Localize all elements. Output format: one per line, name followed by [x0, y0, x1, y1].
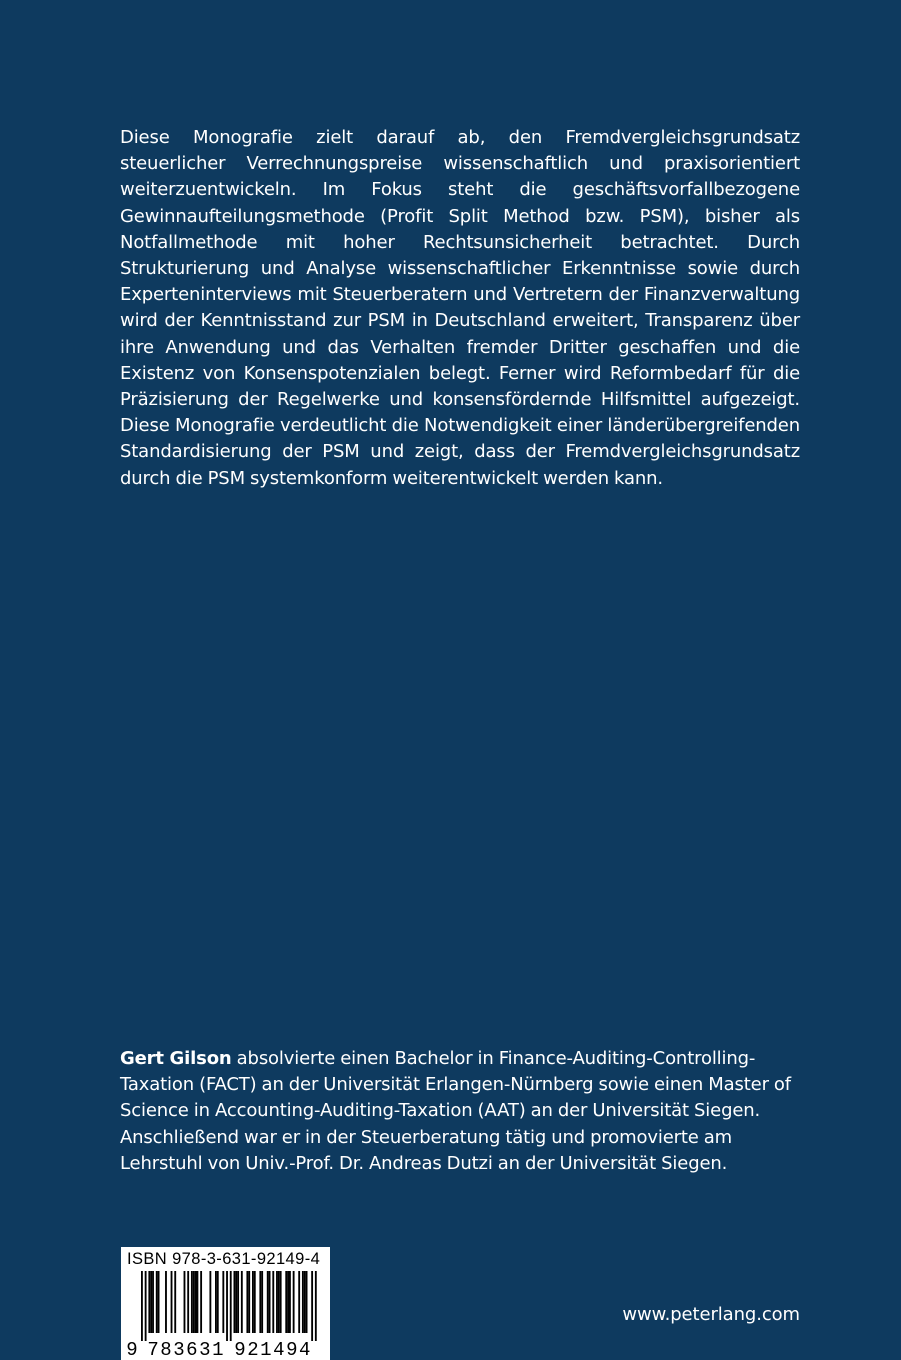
author-bio-text-2: Anschließend war er in der Steuerberatung tätig und promovierte am Lehrstuhl von Univ.-Prof. Dr. Andreas Dutzi an der Universität Siegen.	[120, 1126, 733, 1174]
barcode-digit-2: 8	[160, 1339, 172, 1360]
barcode-bar	[269, 1271, 271, 1333]
publisher-url[interactable]: www.peterlang.com	[622, 1304, 800, 1325]
barcode-bar	[272, 1271, 274, 1333]
barcode-digit-11: 9	[286, 1339, 298, 1360]
barcode-digit-1: 7	[147, 1339, 159, 1360]
barcode-bar	[293, 1271, 295, 1333]
barcode-bar	[158, 1271, 160, 1333]
barcode-bar	[156, 1271, 158, 1333]
barcode-bar	[215, 1271, 217, 1333]
barcode-bar	[298, 1271, 300, 1333]
author-bio-paragraph	[120, 1046, 810, 1125]
barcode-bar	[197, 1271, 199, 1333]
barcode-graphic	[125, 1271, 326, 1360]
barcode-bar	[152, 1271, 154, 1333]
barcode-bar	[226, 1271, 228, 1341]
barcode-bar	[235, 1271, 237, 1333]
barcode-bar	[241, 1271, 243, 1333]
barcode-bar	[287, 1271, 289, 1333]
isbn-barcode	[121, 1247, 330, 1360]
barcode-bar	[261, 1271, 263, 1333]
barcode-digit-3: 3	[173, 1339, 185, 1360]
barcode-bar	[222, 1271, 224, 1333]
barcode-digit-4: 6	[186, 1339, 198, 1360]
barcode-bar	[150, 1271, 152, 1333]
barcode-digit-6: 1	[212, 1339, 224, 1360]
barcode-bars	[141, 1271, 317, 1341]
barcode-bar	[285, 1271, 287, 1333]
barcode-bar	[280, 1271, 282, 1333]
barcode-bar	[234, 1271, 236, 1333]
barcode-bar	[230, 1271, 232, 1341]
barcode-bar	[254, 1271, 256, 1333]
barcode-bar	[306, 1271, 308, 1333]
barcode-bar	[278, 1271, 280, 1333]
barcode-digit-8: 2	[247, 1339, 259, 1360]
barcode-bar	[302, 1271, 304, 1333]
barcode-bar	[193, 1271, 195, 1333]
barcode-bar	[141, 1271, 143, 1341]
barcode-bar	[165, 1271, 167, 1333]
barcode-digits	[126, 1339, 310, 1360]
barcode-bar	[217, 1271, 219, 1333]
barcode-bar	[276, 1271, 278, 1333]
author-bio-text-1: absolvierte einen Bachelor in Finance-Auditing-Controlling-Taxation (FACT) an der Universität Erlangen-Nürnberg sowie einen Master of Science in Accounting-Auditing-Taxation (AAT) an der Universität Siegen.	[120, 1048, 791, 1122]
barcode-bar	[252, 1271, 254, 1333]
barcode-digit-10: 4	[273, 1339, 285, 1360]
abstract-text: Diese Monografie zielt darauf ab, den Fremdvergleichsgrundsatz steuerlicher Verrechnungspreise wissenschaftlich und praxisorientiert weiterzuentwickeln. Im Fokus steht die geschäftsvorfallbezogene Gewinnaufteilungsmethode (Profit Split Method bzw. PSM), bisher als Notfallmethode mit hoher Rechtsunsicherheit betrachtet. Durch Strukturierung und Analyse wissenschaftlicher Erkenntnisse sowie durch Experteninterviews mit Steuerberatern und Vertretern der Finanzverwaltung wird der Kenntnisstand zur PSM in Deutschland erweitert, Transparenz über ihre Anwendung und das Verhalten fremder Dritter geschaffen und die Existenz von Konsenspotenzialen belegt. Ferner wird Reformbedarf für die Präzisierung der Regelwerke und konsensfördernde Hilfsmittel aufgezeigt. Diese Monografie verdeutlicht die Notwendigkeit einer länderübergreifenden Standardisierung der PSM und zeigt, dass der Fremdvergleichsgrundsatz durch die PSM systemkonform weiterentwickelt werden kann.	[120, 127, 800, 489]
barcode-bar	[315, 1271, 317, 1341]
book-abstract	[120, 125, 800, 492]
author-bio	[120, 1046, 810, 1177]
barcode-bar	[200, 1271, 202, 1333]
barcode-digit-0: 9	[126, 1339, 138, 1360]
barcode-bar	[248, 1271, 250, 1333]
barcode-bar	[311, 1271, 313, 1341]
barcode-bar	[171, 1271, 173, 1333]
barcode-bar	[148, 1271, 150, 1333]
barcode-bar	[187, 1271, 189, 1333]
barcode-digit-5: 3	[199, 1339, 211, 1360]
barcode-bar	[174, 1271, 176, 1333]
barcode-bar	[195, 1271, 197, 1333]
barcode-bar	[267, 1271, 269, 1333]
barcode-bar	[209, 1271, 211, 1333]
barcode-digit-7: 9	[234, 1339, 246, 1360]
barcode-digit-12: 4	[299, 1339, 311, 1360]
barcode-bar	[246, 1271, 248, 1333]
barcode-bar	[191, 1271, 193, 1333]
author-name: Gert Gilson	[120, 1048, 232, 1069]
barcode-digit-9: 1	[260, 1339, 272, 1360]
barcode-bar	[184, 1271, 186, 1333]
barcode-bar	[145, 1271, 147, 1341]
barcode-bar	[289, 1271, 291, 1333]
barcode-bar	[237, 1271, 239, 1333]
isbn-label: ISBN 978-3-631-92149-4	[127, 1250, 321, 1268]
barcode-bar	[304, 1271, 306, 1333]
barcode-bar	[259, 1271, 261, 1333]
